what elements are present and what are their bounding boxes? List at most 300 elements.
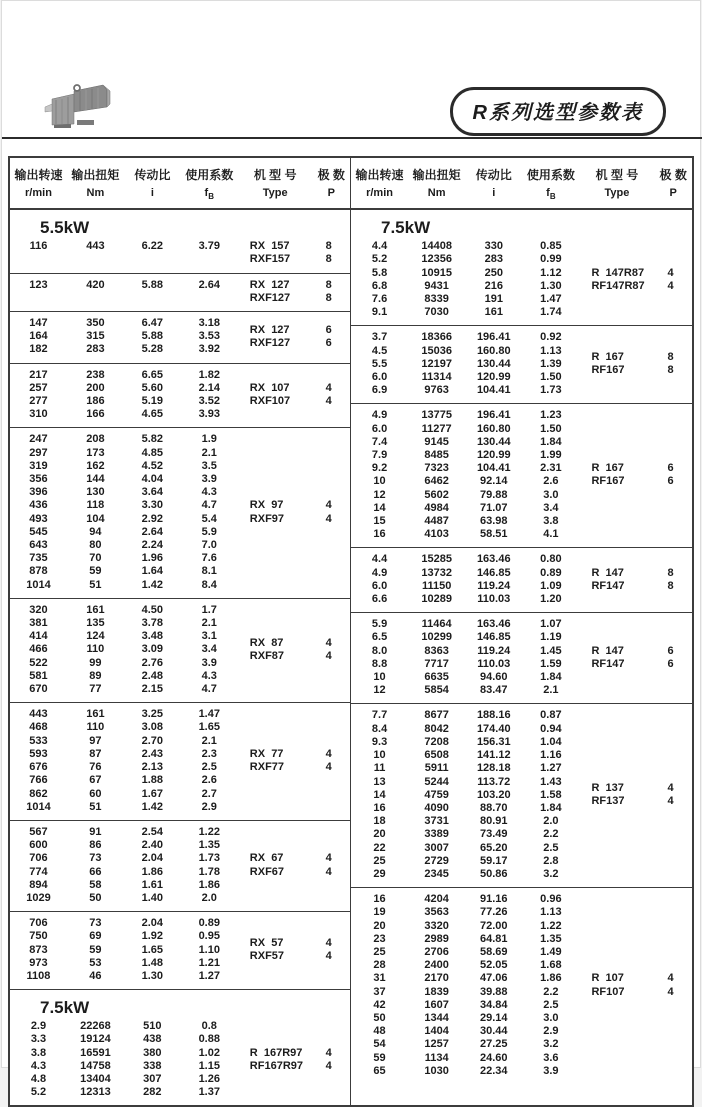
model-type: RXF107 [249,395,291,408]
pole-count: 4 [667,279,674,292]
header-unit: Nm [427,187,446,199]
model-type: RX 57 [249,936,284,949]
cell-output-speed: 5.2 [30,1086,47,1099]
cell-output-torque: 238 [86,368,105,381]
header-cell [654,166,692,201]
cell-output-torque: 5911 [424,762,449,775]
table-row [351,409,579,422]
data-rows [10,826,238,905]
cell-service-factor: 2.7 [201,787,217,800]
data-rows [351,240,579,319]
cell-output-torque: 80 [89,539,102,552]
cell-ratio: 283 [484,253,503,266]
group-body [351,331,692,397]
cell-output-speed: 25 [373,854,386,867]
cell-output-torque: 2989 [424,932,449,945]
table-row [10,433,238,446]
cell-output-torque: 8042 [424,722,449,735]
table-row [351,828,579,841]
cell-output-torque: 8339 [424,293,449,305]
cell-ratio: 2.92 [141,512,164,525]
cell-output-speed: 533 [29,734,48,747]
cell-output-torque: 1607 [424,998,449,1011]
selection-table [8,156,694,1107]
cell-output-speed: 8.8 [371,657,388,670]
table-row [10,735,238,748]
cell-ratio: 39.88 [480,985,508,998]
cell-ratio: 3.30 [141,499,164,512]
cell-output-speed: 19 [373,906,386,919]
table-row [351,999,579,1012]
header-divider-rule [2,137,702,139]
type-row [579,351,692,364]
header-cell [124,166,181,201]
cell-output-torque: 1344 [424,1011,449,1024]
cell-output-speed: 1108 [26,969,51,982]
table-row [10,917,238,930]
type-and-poles [238,826,350,905]
cell-ratio: 130.44 [476,357,511,370]
cell-ratio: 3.64 [141,486,164,499]
cell-output-speed: 320 [29,603,48,616]
table-row [10,748,238,761]
header-unit: $f_B$ [546,187,556,202]
header-label: 输出转速 [355,168,404,182]
cell-output-speed: 567 [29,825,48,838]
cell-ratio: 63.98 [480,515,508,528]
cell-output-speed: 16 [373,528,386,541]
cell-output-torque: 124 [86,630,105,643]
column-header [10,158,350,210]
table-row [351,1052,579,1065]
cell-output-speed: 436 [29,499,48,512]
cell-output-torque: 46 [89,969,102,982]
table-row [351,906,579,919]
cell-output-speed: 2.9 [30,1020,47,1033]
table-row [351,920,579,933]
data-rows [351,893,579,1078]
table-row [10,1060,238,1073]
cell-output-speed: 31 [373,972,386,985]
header-label: 极 数 [317,168,345,182]
cell-output-speed: 6.0 [371,371,388,384]
cell-output-speed: 1014 [26,800,51,813]
cell-output-torque: 11277 [421,422,452,435]
table-row [10,460,238,473]
cell-output-speed: 28 [373,959,386,972]
cell-output-speed: 750 [29,930,48,943]
cell-output-torque: 13732 [421,566,452,579]
cell-output-torque: 13775 [421,409,452,422]
cell-output-torque: 70 [89,552,102,565]
cell-output-speed: 65 [373,1064,386,1077]
cell-output-torque: 420 [86,278,105,291]
table-row [10,499,238,512]
cell-service-factor: 1.74 [540,306,562,319]
cell-service-factor: 0.89 [198,917,220,930]
cell-ratio: 72.00 [480,919,508,932]
group-body [351,409,692,541]
cell-ratio: 130.44 [476,435,511,448]
cell-ratio: 52.05 [480,959,508,972]
cell-ratio: 1.65 [141,943,164,956]
header-unit: P [327,187,335,199]
cell-service-factor: 1.23 [540,409,562,422]
cell-ratio: 191 [484,293,503,305]
cell-ratio: 6.47 [141,317,164,329]
cell-service-factor: 2.0 [201,891,217,904]
table-row [351,475,579,488]
table-row [351,331,579,344]
cell-ratio: 438 [143,1033,162,1046]
cell-output-torque: 12356 [421,253,452,266]
cell-service-factor: 3.2 [543,867,559,880]
cell-output-speed: 7.6 [371,293,388,305]
table-row [351,855,579,868]
type-and-poles [238,1020,350,1099]
cell-service-factor: 8.1 [201,565,217,578]
cell-output-speed: 116 [29,240,48,253]
parameter-group [10,821,350,912]
cell-service-factor: 1.13 [540,906,562,919]
cell-output-torque: 87 [89,747,102,760]
cell-ratio: 2.40 [141,839,164,852]
parameter-group [351,548,692,613]
cell-output-torque: 2170 [424,972,449,985]
table-row [10,473,238,486]
cell-output-speed: 1014 [26,578,51,591]
cell-output-speed: 59 [373,1051,386,1064]
cell-ratio: 1.88 [141,774,164,787]
cell-ratio: 94.60 [480,671,508,684]
cell-service-factor: 1.13 [540,344,562,357]
type-row [238,240,350,253]
type-row [238,1060,350,1073]
cell-output-speed: 4.8 [30,1072,47,1085]
cell-service-factor: 3.5 [201,459,217,472]
cell-output-torque: 14408 [421,240,452,253]
cell-output-speed: 443 [29,708,48,721]
header-label: 使用系数 [185,168,234,182]
cell-service-factor: 3.79 [198,240,220,253]
cell-ratio: 30.44 [480,1025,508,1038]
table-row [351,253,579,266]
cell-ratio: 5.88 [141,330,164,343]
cell-ratio: 163.46 [476,618,511,631]
cell-service-factor: 1.07 [540,618,562,631]
pole-count: 8 [325,278,332,291]
header-cell [522,166,579,201]
cell-ratio: 73.49 [480,828,508,841]
cell-service-factor: 1.22 [198,825,220,838]
data-rows [351,618,579,697]
cell-service-factor: 2.1 [201,617,217,630]
cell-service-factor: 1.50 [540,422,562,435]
type-and-poles [579,893,692,1078]
model-type: R 107 [591,972,624,985]
cell-output-torque: 69 [89,930,102,943]
table-left-half [10,158,351,1105]
cell-output-speed: 277 [29,395,48,408]
cell-ratio: 146.85 [476,631,511,644]
cell-service-factor: 7.6 [201,552,217,565]
model-type: RXF157 [249,253,291,266]
cell-service-factor: 2.6 [543,475,559,488]
cell-service-factor: 3.9 [543,1064,559,1077]
header-cell [181,166,238,201]
model-type: RX 107 [249,381,290,394]
table-row [10,279,238,292]
model-type: R 147R87 [591,266,645,279]
cell-output-torque: 11464 [421,618,452,631]
cell-service-factor: 2.5 [543,841,559,854]
header-unit: r/min [366,187,393,199]
cell-service-factor: 4.7 [201,499,217,512]
group-body [351,893,692,1078]
cell-ratio: 65.20 [480,841,508,854]
model-type: RXF127 [249,336,291,349]
table-row [351,1012,579,1025]
cell-output-torque: 19124 [80,1033,111,1046]
cell-ratio: 2.04 [141,852,164,865]
cell-ratio: 128.18 [476,762,511,775]
cell-output-speed: 774 [29,865,48,878]
cell-ratio: 22.34 [480,1064,508,1077]
table-row [351,658,579,671]
type-row [238,292,350,305]
group-body [10,1020,350,1099]
cell-service-factor: 2.64 [198,278,220,291]
cell-ratio: 58.51 [480,528,508,541]
table-row [351,489,579,502]
table-row [10,1033,238,1046]
type-row [579,462,692,475]
type-row [579,795,692,808]
cell-output-torque: 9145 [424,435,449,448]
group-body [10,917,350,983]
cell-ratio: 510 [143,1020,162,1033]
cell-output-speed: 862 [29,787,48,800]
cell-ratio: 79.88 [480,488,508,501]
cell-service-factor: 0.8 [201,1020,217,1033]
model-type: RX 127 [249,278,290,291]
parameter-group [10,428,350,598]
cell-ratio: 64.81 [480,932,508,945]
cell-service-factor: 3.93 [198,408,220,421]
header-cell [238,166,313,201]
type-row [238,324,350,337]
cell-output-torque: 73 [89,852,102,865]
cell-service-factor: 2.9 [543,1025,559,1038]
table-row [351,631,579,644]
cell-output-speed: 5.8 [371,266,388,279]
cell-service-factor: 4.3 [201,486,217,499]
table-row [10,579,238,592]
cell-output-torque: 283 [86,343,105,356]
cell-service-factor: 1.82 [198,368,220,381]
cell-output-speed: 5.9 [371,618,388,631]
cell-output-speed: 11 [373,762,386,775]
cell-output-torque: 94 [89,525,102,538]
table-row [351,528,579,541]
cell-output-speed: 310 [29,408,48,421]
cell-ratio: 2.70 [141,734,164,747]
parameter-group [10,912,350,990]
cell-output-torque: 51 [89,800,102,813]
cell-output-speed: 414 [29,630,48,643]
table-row [10,1047,238,1060]
power-section-label: 5.5kW [40,218,90,238]
cell-ratio: 196.41 [476,409,511,422]
cell-ratio: 307 [143,1072,162,1085]
group-body [10,240,350,266]
cell-output-torque: 59 [89,943,102,956]
header-label: 传动比 [134,168,171,182]
type-and-poles [579,240,692,319]
cell-ratio: 1.42 [141,800,164,813]
model-type: RF167R97 [249,1059,303,1072]
model-type: RX 77 [249,747,284,760]
cell-output-speed: 4.9 [371,409,388,422]
cell-output-torque: 50 [89,891,102,904]
type-row [579,475,692,488]
data-rows [10,433,238,591]
table-row [351,946,579,959]
model-type: RXF77 [249,761,285,774]
table-row [10,788,238,801]
cell-service-factor: 1.73 [198,852,220,865]
table-row [10,643,238,656]
cell-ratio: 174.40 [476,722,511,735]
cell-ratio: 71.07 [480,501,508,514]
cell-output-torque: 59 [89,565,102,578]
group-body [351,618,692,697]
cell-output-torque: 97 [89,734,102,747]
table-row [10,892,238,905]
cell-ratio: 1.40 [141,891,164,904]
cell-ratio: 77.26 [480,906,508,919]
cell-service-factor: 2.1 [543,684,559,697]
cell-output-torque: 6462 [424,475,449,488]
table-row [10,408,238,421]
cell-output-speed: 6.9 [371,384,388,397]
header-label: 输出扭矩 [71,168,120,182]
cell-output-torque: 5244 [424,775,449,788]
model-type: RX 67 [249,852,284,865]
cell-output-speed: 123 [29,278,48,291]
table-row [351,986,579,999]
cell-service-factor: 0.89 [540,566,562,579]
type-row [238,279,350,292]
cell-service-factor: 1.15 [198,1059,220,1072]
cell-ratio: 161 [484,306,503,319]
table-row [351,580,579,593]
cell-ratio: 1.61 [141,878,164,891]
table-row [351,1065,579,1078]
cell-output-speed: 42 [373,998,386,1011]
table-row [351,515,579,528]
cell-service-factor: 5.4 [201,512,217,525]
cell-output-speed: 1029 [26,891,51,904]
cell-service-factor: 1.19 [540,631,562,644]
cell-ratio: 83.47 [480,684,508,697]
pole-count: 4 [325,1046,332,1059]
cell-output-torque: 3563 [424,906,449,919]
model-type: RF147 [591,579,625,592]
data-rows [10,917,238,983]
header-cell [67,166,124,201]
cell-service-factor: 0.95 [198,930,220,943]
table-row [351,723,579,736]
cell-output-torque: 9763 [424,384,449,397]
table-row [351,893,579,906]
cell-ratio: 2.04 [141,917,164,930]
cell-ratio: 4.04 [141,473,164,486]
header-label: 使用系数 [526,168,575,182]
model-type: RX 87 [249,636,284,649]
cell-service-factor: 1.30 [540,279,562,292]
cell-ratio: 196.41 [476,331,511,344]
group-body [10,604,350,696]
table-row [10,513,238,526]
cell-output-speed: 356 [29,473,48,486]
cell-output-torque: 6508 [424,749,449,762]
cell-output-torque: 7030 [424,306,449,319]
cell-output-speed: 9.3 [371,735,388,748]
type-row [238,499,350,512]
pole-count: 4 [667,972,674,985]
cell-output-torque: 4103 [424,528,449,541]
cell-output-torque: 11314 [421,371,452,384]
table-row [10,369,238,382]
cell-ratio: 58.69 [480,945,508,958]
cell-output-speed: 3.7 [371,331,388,344]
table-row [10,866,238,879]
parameter-group [351,210,692,326]
table-row [10,343,238,356]
cell-service-factor: 2.9 [201,800,217,813]
cell-ratio: 3.25 [141,708,164,721]
cell-ratio: 163.46 [476,553,511,566]
cell-ratio: 3.78 [141,617,164,630]
cell-output-torque: 4759 [424,788,449,801]
parameter-group [351,613,692,704]
cell-ratio: 5.88 [141,278,164,291]
cell-service-factor: 1.78 [198,865,220,878]
cell-output-speed: 670 [29,683,48,696]
model-type: R 167R97 [249,1046,303,1059]
type-and-poles [579,618,692,697]
cell-service-factor: 0.96 [540,893,562,906]
table-row [351,815,579,828]
table-row [10,1073,238,1086]
cell-ratio: 27.25 [480,1038,508,1051]
pole-count: 4 [325,512,332,525]
cell-service-factor: 3.4 [543,501,559,514]
parameter-group [351,326,692,404]
table-row [351,306,579,319]
table-row [10,930,238,943]
model-type: R 137 [591,782,624,795]
cell-output-torque: 4984 [424,501,449,514]
type-row [238,513,350,526]
table-row [351,749,579,762]
cell-ratio: 2.43 [141,747,164,760]
table-row [351,645,579,658]
cell-service-factor: 2.31 [540,462,562,475]
cell-output-torque: 60 [89,787,102,800]
model-type: RXF57 [249,950,285,963]
